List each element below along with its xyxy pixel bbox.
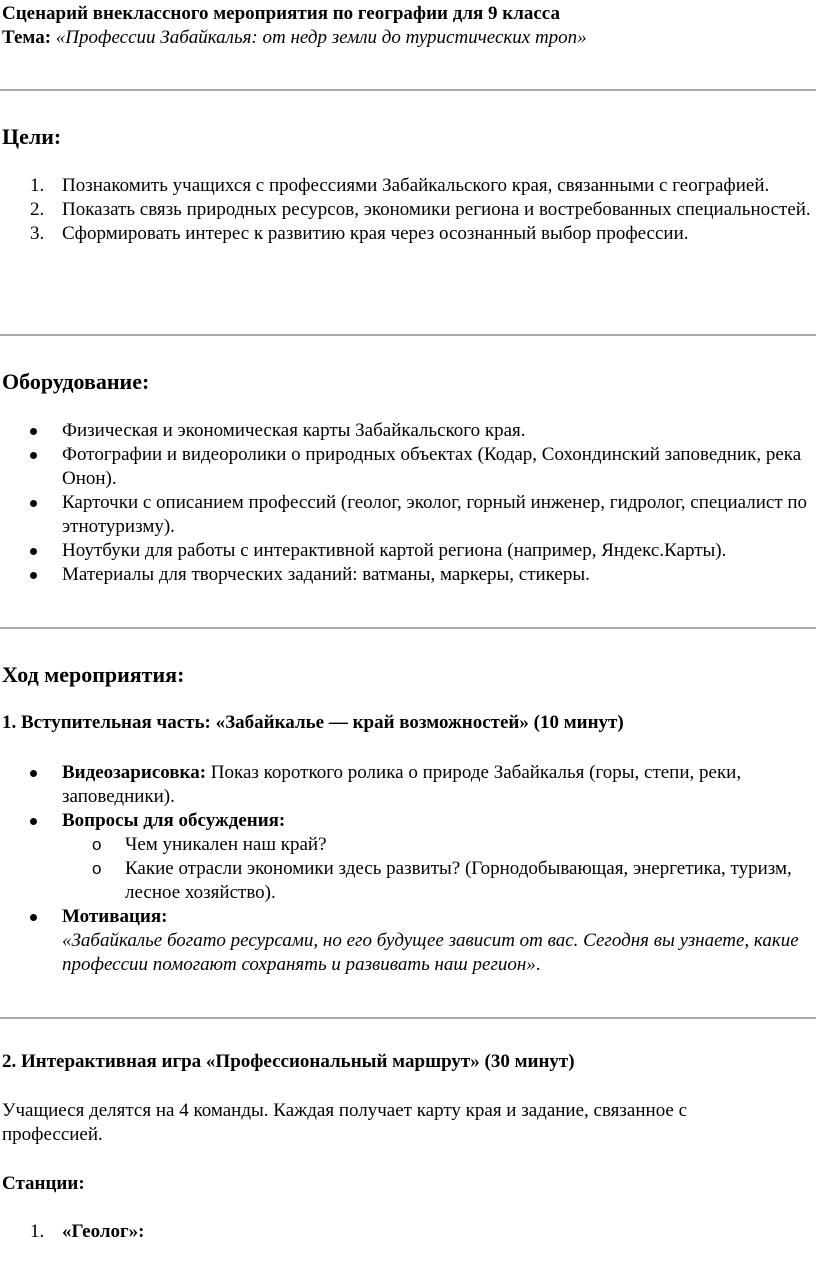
question-item [62,833,805,857]
bullet-icon [30,428,37,435]
bullet-icon [30,770,37,777]
motivation-text: «Забайкалье богато ресурсами, но его будущее зависит от вас. Сегодня вы узнаете, какие профессии помогают сохранять и развивать наш регион» [62,930,799,975]
goals-item [0,198,812,222]
course-heading: Ход мероприятия: [2,662,185,687]
question-text: Чем уникален наш край? [125,834,327,855]
divider [0,89,816,91]
equipment-item-text: Карточки с описанием профессий (геолог, эколог, горный инженер, гидролог, специалист по этнотуризму). [62,492,808,537]
part1-item-motivation [0,905,812,977]
theme-label: Тема: [2,27,52,48]
circle-bullet-icon: o [92,859,102,878]
equipment-item [0,419,812,443]
video-text: Показ короткого ролика о природе Забайкалья (горы, степи, реки, заповедники). [62,762,742,807]
equipment-list [0,419,812,587]
questions-label: Вопросы для обсуждения: [62,810,286,831]
video-label: Видеозарисовка: [62,762,207,783]
document-theme [2,26,587,50]
equipment-heading: Оборудование: [2,369,150,394]
goals-item [0,222,812,246]
question-item [62,857,805,905]
stations-heading: Станции: [2,1173,85,1194]
equipment-item-text: Фотографии и видеоролики о природных объектах (Кодар, Сохондинский заповедник, река Онон). [62,444,802,489]
station-item-text: «Геолог»: [62,1221,145,1242]
equipment-item [0,539,812,563]
part2-intro: Учащиеся делятся на 4 команды. Каждая получает карту края и задание, связанное с профессией. [2,1100,688,1145]
bullet-icon [30,452,37,459]
question-text: Какие отрасли экономики здесь развиты? (Горнодобывающая, энергетика, туризм, лесное хозяйство). [125,858,792,903]
station-item-number: 1. [30,1221,45,1242]
bullet-icon [30,548,37,555]
goals-heading: Цели: [2,124,62,149]
equipment-item-text: Ноутбуки для работы с интерактивной картой региона (например, Яндекс.Карты). [62,540,727,561]
goals-item [0,174,812,198]
part2-heading: 2. Интерактивная игра «Профессиональный маршрут» (30 минут) [2,1051,575,1072]
goals-item-number: 2. [30,199,45,220]
stations-list [0,1220,812,1244]
goals-item-text: Сформировать интерес к развитию края через осознанный выбор профессии. [62,223,689,244]
equipment-item [0,563,812,587]
equipment-item [0,443,812,491]
divider [0,1017,816,1019]
bullet-icon [30,572,37,579]
theme-value: «Профессии Забайкалья: от недр земли до туристических троп» [51,27,587,48]
goals-item-text: Познакомить учащихся с профессиями Забайкальского края, связанными с географией. [62,175,770,196]
document-title: Сценарий внеклассного мероприятия по географии для 9 класса [2,3,560,24]
equipment-item [0,491,812,539]
motivation-end: . [535,954,541,975]
goals-item-number: 1. [30,175,45,196]
part1-item-questions [0,809,812,905]
bullet-icon [30,818,37,825]
questions-list [62,833,812,905]
part1-heading: 1. Вступительная часть: «Забайкалье — край возможностей» (10 минут) [2,712,624,733]
bullet-icon [30,500,37,507]
goals-item-text: Показать связь природных ресурсов, экономики региона и востребованных специальностей. [62,199,811,220]
circle-bullet-icon: o [92,835,102,854]
motivation-label: Мотивация: [62,906,168,927]
divider [0,627,816,629]
divider [0,334,816,336]
goals-list [0,174,812,246]
part1-item-video [0,761,812,809]
equipment-item-text: Физическая и экономическая карты Забайкальского края. [62,420,526,441]
station-item [0,1220,812,1244]
goals-item-number: 3. [30,223,45,244]
bullet-icon [30,914,37,921]
equipment-item-text: Материалы для творческих заданий: ватманы, маркеры, стикеры. [62,564,590,585]
part1-list [0,761,812,977]
